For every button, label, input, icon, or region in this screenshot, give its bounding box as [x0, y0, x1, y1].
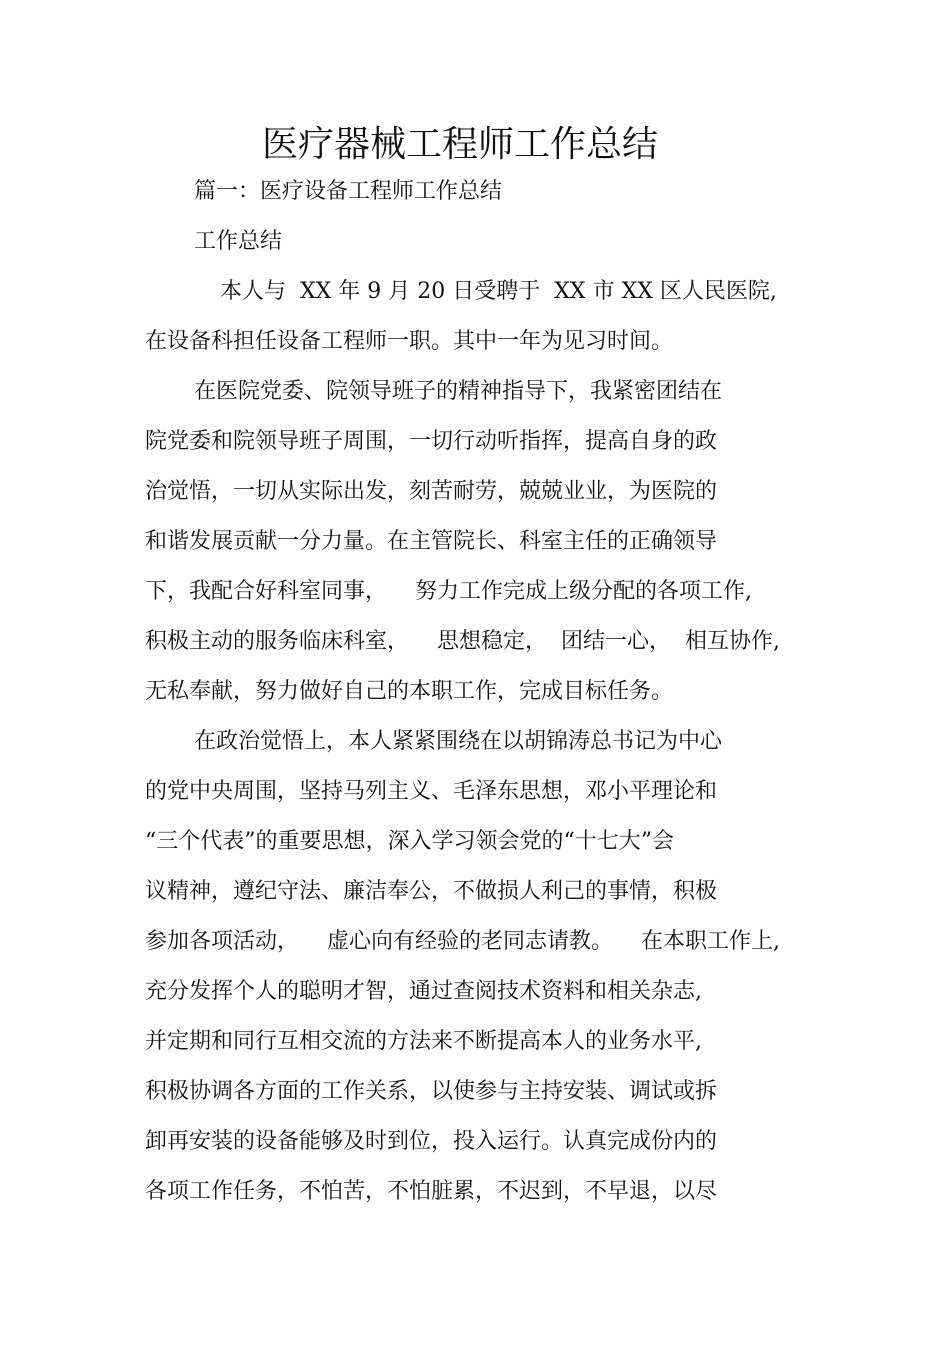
paragraph-line: 在医院党委、院领导班子的精神指导下，我紧密团结在	[194, 379, 723, 404]
paragraph-line: 充分发挥个人的聪明才智，通过查阅技术资料和相关杂志,	[145, 979, 702, 1004]
paragraph-line: 在设备科担任设备工程师一职。其中一年为见习时间。	[145, 329, 674, 354]
paragraph-line: 和谐发展贡献一分力量。在主管院长、科室主任的正确领导	[145, 529, 718, 554]
paragraph-line: 的党中央周围，坚持马列主义、毛泽东思想，邓小平理论和	[145, 779, 718, 804]
paragraph-line: 在政治觉悟上，本人紧紧围绕在以胡锦涛总书记为中心	[194, 729, 723, 754]
paragraph-line: 积极协调各方面的工作关系，以使参与主持安装、调试或拆	[145, 1079, 718, 1104]
document-title: 医疗器械工程师工作总结	[261, 124, 658, 165]
paragraph-line: 院党委和院领导班子周围，一切行动听指挥，提高自身的政	[145, 429, 718, 454]
paragraph-line: 议精神，遵纪守法、廉洁奉公，不做损人利己的事情，积极	[145, 879, 718, 904]
section-heading: 篇一：医疗设备工程师工作总结	[194, 179, 503, 204]
paragraph-line: 各项工作任务，不怕苦，不怕脏累，不迟到，不早退，以尽	[145, 1179, 718, 1204]
paragraph-line: 并定期和同行互相交流的方法来不断提高本人的业务水平,	[145, 1029, 702, 1054]
paragraph-line: 下，我配合好科室同事， 努力工作完成上级分配的各项工作,	[145, 579, 752, 604]
paragraph-line: “三个代表”的重要思想，深入学习领会党的“十七大”会	[145, 829, 674, 854]
paragraph-line: 无私奉献，努力做好自己的本职工作，完成目标任务。	[145, 679, 674, 704]
paragraph-line: 卸再安装的设备能够及时到位，投入运行。认真完成份内的	[145, 1129, 718, 1154]
paragraph-line: 积极主动的服务临床科室， 思想稳定， 团结一心， 相互协作,	[145, 629, 780, 654]
paragraph-line: 参加各项活动， 虚心向有经验的老同志请教。 在本职工作上,	[145, 929, 780, 954]
paragraph-line: 本人与 XX 年 9 月 20 日受聘于 XX 市 XX 区人民医院,	[220, 279, 777, 304]
paragraph-line: 治觉悟，一切从实际出发，刻苦耐劳，兢兢业业，为医院的	[145, 479, 718, 504]
subheading: 工作总结	[194, 229, 283, 254]
